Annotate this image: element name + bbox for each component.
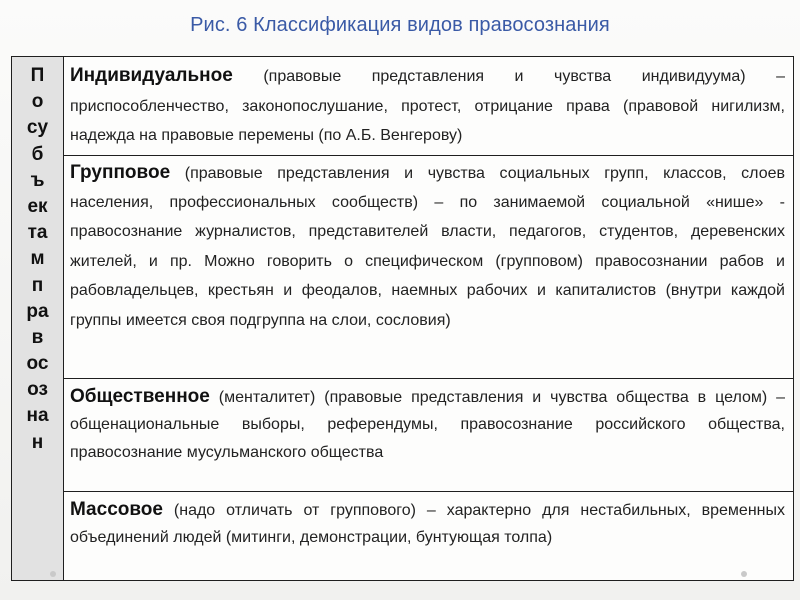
side-label-line: ос (26, 353, 49, 375)
row-individual (64, 57, 794, 156)
side-label-line: в (31, 326, 44, 348)
row-description: (правовые представления и чувства социальных групп, классов, слоев населения, профессиональных сообществ) – по занимаемой социальной «нише» - правосознание журналистов, представителей власти, педагогов, студентов, деревенских жителей, и пр. Можно говорить о специфическом (групповом) правосознании рабов и рабовладельцев, крестьян и феодалов, наемных рабочих и капиталистов (внутри каждой группы имеется своя подгруппа на слои, сословия) (70, 164, 785, 329)
row-description: (менталитет) (правовые представления и чувства общества в целом) – общенациональные выборы, референдумы, правосознание российского общества, правосознание мусульманского общества (70, 388, 785, 462)
table-row (12, 57, 794, 156)
side-label-line: б (31, 143, 44, 165)
figure-caption: Рис. 6 Классификация видов правосознания (190, 14, 610, 36)
side-label-line: н (31, 431, 44, 453)
row-heading: Индивидуальное (70, 65, 233, 86)
row-heading: Массовое (70, 498, 163, 520)
row-public (64, 378, 794, 491)
row-description: (правовые представления и чувства индивидуума) – приспособленчество, законопослушание, протест, отрицание права (правовой нигилизм, надежда на правовые перемены (по А.Б. Венгерову) (70, 68, 785, 144)
decorative-dot (50, 571, 56, 577)
side-label-line: ъ (30, 169, 45, 191)
table-row (12, 491, 794, 580)
side-label-line: су (26, 117, 49, 139)
row-mass (64, 491, 794, 580)
side-label-line: ра (26, 300, 49, 322)
row-heading: Групповое (70, 161, 171, 183)
side-label-line: П (30, 65, 45, 86)
row-heading: Общественное (70, 385, 210, 407)
side-label-line: о (31, 91, 44, 113)
classification-table (11, 56, 794, 581)
table-row (12, 155, 794, 378)
side-label-line: оз (27, 379, 48, 401)
side-label-line: на (26, 405, 49, 427)
decorative-dot (741, 571, 747, 577)
side-label-line: м (30, 248, 45, 270)
side-label-cell (12, 57, 64, 581)
table-row (12, 378, 794, 491)
side-label-line: та (27, 222, 48, 244)
side-label-line: ек (27, 195, 48, 217)
side-label-line: п (31, 274, 44, 296)
row-group (64, 155, 794, 378)
row-description: (надо отличать от группового) – характерно для нестабильных, временных объединений людей (митинги, демонстрации, бунтующая толпа) (70, 501, 785, 546)
